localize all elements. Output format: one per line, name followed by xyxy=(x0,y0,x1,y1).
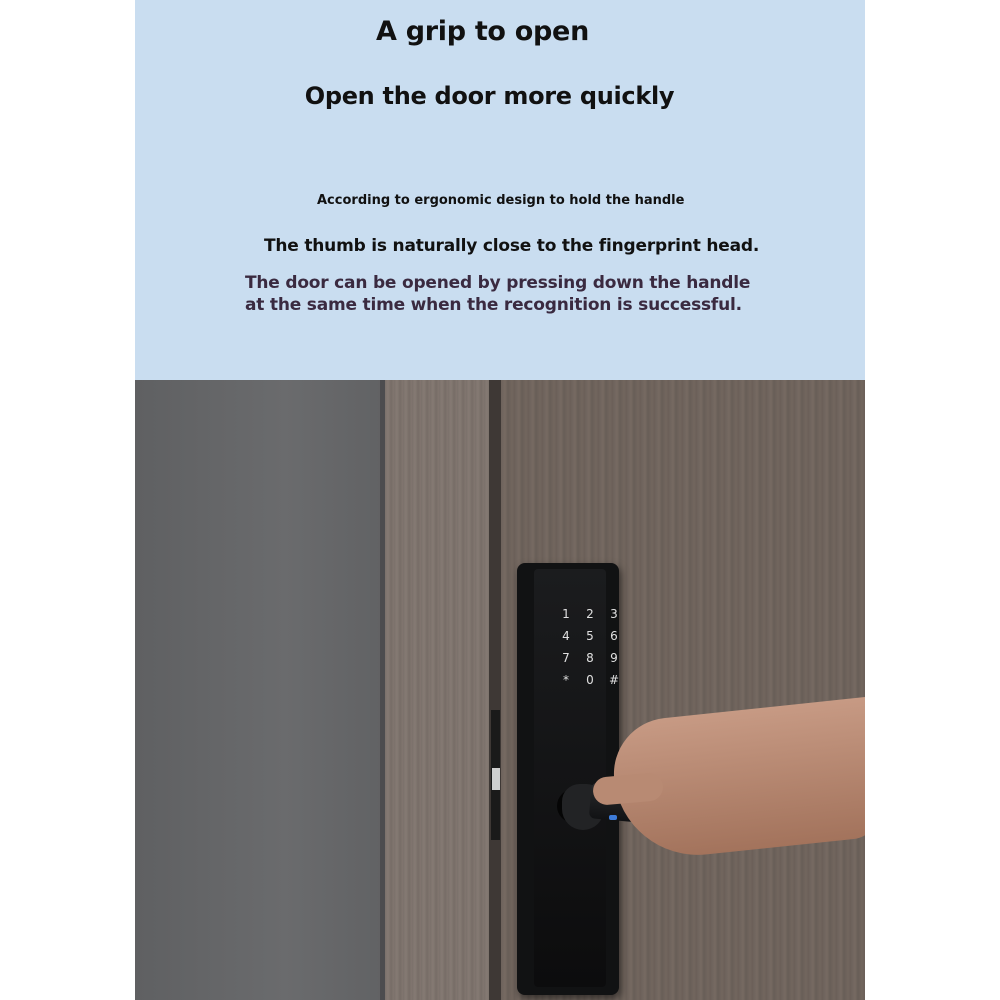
key-9[interactable]: 9 xyxy=(610,651,618,665)
wall xyxy=(135,380,385,1000)
key-2[interactable]: 2 xyxy=(586,607,594,621)
text-panel xyxy=(135,0,865,380)
keypad xyxy=(554,607,620,688)
key-1[interactable]: 1 xyxy=(562,607,570,621)
key-8[interactable]: 8 xyxy=(586,651,594,665)
description-line-1: According to ergonomic design to hold the handle xyxy=(317,193,685,208)
key-6[interactable]: 6 xyxy=(610,629,618,643)
key-0[interactable]: 0 xyxy=(586,673,594,687)
key-7[interactable]: 7 xyxy=(562,651,570,665)
key-5[interactable]: 5 xyxy=(586,629,594,643)
key-4[interactable]: 4 xyxy=(562,629,570,643)
key-hash[interactable]: # xyxy=(608,673,620,687)
page-subtitle: Open the door more quickly xyxy=(304,82,675,110)
latch-bolt xyxy=(492,768,500,790)
fingerprint-light-icon xyxy=(609,815,617,820)
door-frame xyxy=(385,380,495,1000)
lock-face xyxy=(534,569,620,987)
product-photo xyxy=(135,380,865,1000)
door-gap xyxy=(489,380,501,1000)
description-line-2: The thumb is naturally close to the fingerprint head. xyxy=(264,236,760,256)
page-title: A grip to open xyxy=(376,16,589,47)
description-line-3: The door can be opened by pressing down the handle at the same time when the recognition is successful. xyxy=(245,273,751,315)
product-poster xyxy=(135,0,865,1000)
key-3[interactable]: 3 xyxy=(610,607,618,621)
key-star[interactable]: * xyxy=(563,673,569,687)
